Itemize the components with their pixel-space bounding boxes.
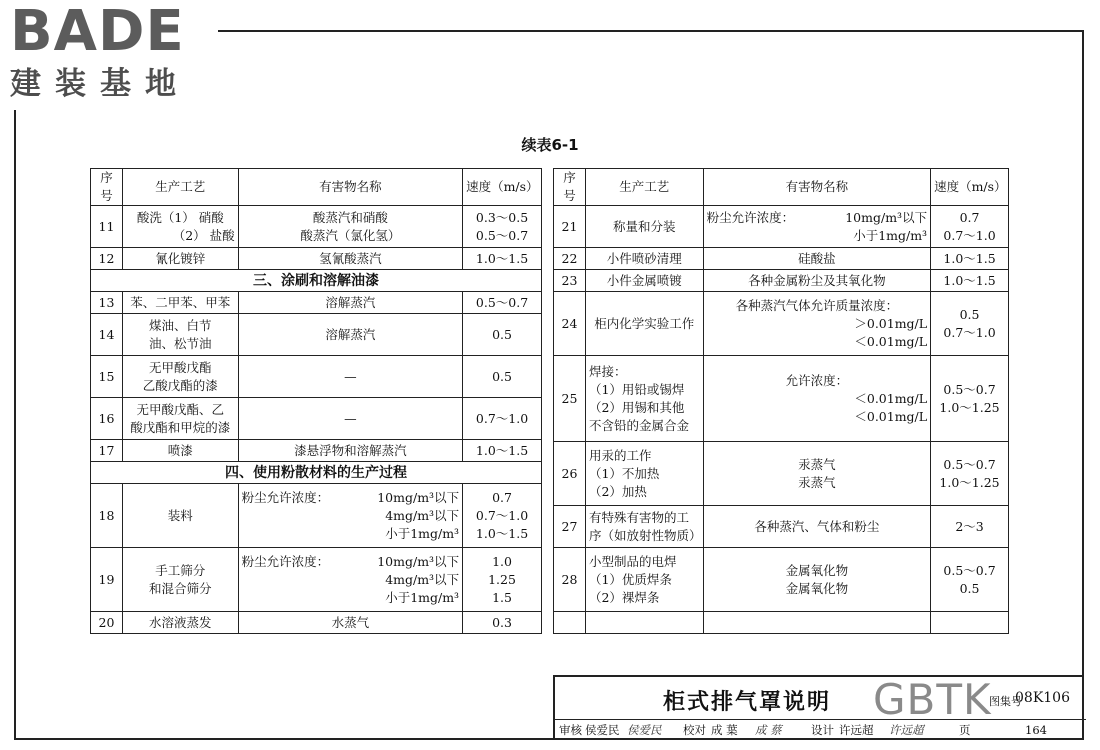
row-no: 21 bbox=[554, 206, 586, 248]
table-caption: 续表6-1 bbox=[521, 136, 579, 154]
checker-name: 成 葉 bbox=[711, 723, 738, 737]
row-substance: 硅酸盐 bbox=[703, 248, 930, 270]
section-row bbox=[91, 462, 542, 484]
row-process: 装料 bbox=[122, 484, 238, 548]
logo-en-text: BADE bbox=[10, 0, 185, 64]
title-row bbox=[555, 675, 1086, 724]
page-label: 页 bbox=[959, 723, 971, 737]
row-speed: 1.0～1.5 bbox=[463, 248, 542, 270]
row-process: 小件金属喷镀 bbox=[585, 270, 703, 292]
row-speed: 0.7～1.0 bbox=[463, 398, 542, 440]
title-block bbox=[553, 675, 1084, 740]
table-row bbox=[91, 398, 542, 440]
section-heading-3: 三、涂刷和溶解油漆 bbox=[91, 270, 542, 292]
row-process: 小型制品的电焊 （1）优质焊条 （2）裸焊条 bbox=[585, 548, 703, 612]
row-process: 无甲酸戊酯 乙酸戊酯的漆 bbox=[122, 356, 238, 398]
row-substance: 酸蒸汽和硝酸 酸蒸汽（氯化氢） bbox=[238, 206, 462, 248]
table-row bbox=[554, 270, 1009, 292]
row-process: 氰化镀锌 bbox=[122, 248, 238, 270]
row-speed: 1.0～1.5 bbox=[931, 270, 1009, 292]
row-speed: 1.0～1.5 bbox=[463, 440, 542, 462]
table-row bbox=[554, 356, 1009, 442]
section-heading-4: 四、使用粉散材料的生产过程 bbox=[91, 462, 542, 484]
drawing-title: 柜式排气罩说明 bbox=[663, 690, 832, 715]
reviewer-name: 侯爱民 bbox=[585, 723, 620, 737]
atlas-number-label: 图集号 bbox=[989, 695, 1022, 708]
row-substance: 漆悬浮物和溶解蒸汽 bbox=[238, 440, 462, 462]
row-speed: 0.5 0.7～1.0 bbox=[931, 292, 1009, 356]
table-row bbox=[91, 314, 542, 356]
row-substance: 各种蒸汽、气体和粉尘 bbox=[703, 506, 930, 548]
row-substance: 水蒸气 bbox=[238, 612, 462, 634]
row-process bbox=[585, 612, 703, 634]
header-speed: 速度（m/s） bbox=[931, 169, 1009, 206]
row-no: 15 bbox=[91, 356, 123, 398]
designer-name: 许远超 bbox=[839, 723, 874, 737]
row-speed: 0.5 bbox=[463, 314, 542, 356]
table-row bbox=[554, 442, 1009, 506]
row-substance: 溶解蒸汽 bbox=[238, 292, 462, 314]
row-no: 11 bbox=[91, 206, 123, 248]
row-substance: 粉尘允许浓度： 10mg/m³以下 4mg/m³以下 小于1mg/m³ bbox=[238, 548, 462, 612]
logo-cn-text: 建装基地 bbox=[10, 66, 190, 102]
row-speed: 0.3 bbox=[463, 612, 542, 634]
row-substance: 金属氧化物 金属氧化物 bbox=[703, 548, 930, 612]
row-speed bbox=[931, 612, 1009, 634]
designer-signature: 许远超 bbox=[889, 723, 924, 737]
header-no: 序号 bbox=[554, 169, 586, 206]
row-substance: 允许浓度： ＜0.01mg/L ＜0.01mg/L bbox=[703, 356, 930, 442]
row-substance: — bbox=[238, 398, 462, 440]
left-table bbox=[90, 168, 542, 634]
row-no: 23 bbox=[554, 270, 586, 292]
row-no: 27 bbox=[554, 506, 586, 548]
row-process: 手工筛分 和混合筛分 bbox=[122, 548, 238, 612]
row-process: 酸洗（1） 硝酸 （2） 盐酸 bbox=[122, 206, 238, 248]
row-process: 无甲酸戊酯、乙 酸戊酯和甲烷的漆 bbox=[122, 398, 238, 440]
row-process: 煤油、白节 油、松节油 bbox=[122, 314, 238, 356]
row-speed: 2～3 bbox=[931, 506, 1009, 548]
table-row bbox=[554, 612, 1009, 634]
row-speed: 0.5～0.7 1.0～1.25 bbox=[931, 442, 1009, 506]
table-row bbox=[91, 548, 542, 612]
row-speed: 0.5～0.7 0.5 bbox=[931, 548, 1009, 612]
table-row bbox=[91, 484, 542, 548]
table-row bbox=[91, 206, 542, 248]
row-substance: 溶解蒸汽 bbox=[238, 314, 462, 356]
gbtk-watermark: GBTK bbox=[873, 675, 992, 724]
row-no: 16 bbox=[91, 398, 123, 440]
table-row bbox=[91, 248, 542, 270]
table-row bbox=[554, 548, 1009, 612]
header-substance: 有害物名称 bbox=[703, 169, 930, 206]
row-substance: 各种蒸汽气体允许质量浓度： ＞0.01mg/L ＜0.01mg/L bbox=[703, 292, 930, 356]
row-no: 14 bbox=[91, 314, 123, 356]
table-row bbox=[91, 292, 542, 314]
table-row bbox=[91, 612, 542, 634]
row-speed: 1.0 1.25 1.5 bbox=[463, 548, 542, 612]
row-speed: 0.7 0.7～1.0 bbox=[931, 206, 1009, 248]
row-process: 柜内化学实验工作 bbox=[585, 292, 703, 356]
header-no: 序号 bbox=[91, 169, 123, 206]
table-row bbox=[554, 248, 1009, 270]
row-process: 有特殊有害物的工 序（如放射性物质） bbox=[585, 506, 703, 548]
header-process: 生产工艺 bbox=[122, 169, 238, 206]
header-speed: 速度（m/s） bbox=[463, 169, 542, 206]
row-process: 称量和分装 bbox=[585, 206, 703, 248]
row-no: 17 bbox=[91, 440, 123, 462]
row-no: 19 bbox=[91, 548, 123, 612]
signature-row bbox=[555, 720, 1086, 740]
header-process: 生产工艺 bbox=[585, 169, 703, 206]
header-row bbox=[91, 169, 542, 206]
row-speed: 0.7 0.7～1.0 1.0～1.5 bbox=[463, 484, 542, 548]
row-substance bbox=[703, 612, 930, 634]
row-substance: 各种金属粉尘及其氧化物 bbox=[703, 270, 930, 292]
row-process: 小件喷砂清理 bbox=[585, 248, 703, 270]
bade-logo bbox=[10, 0, 190, 102]
row-substance: — bbox=[238, 356, 462, 398]
row-substance: 粉尘允许浓度： 10mg/m³以下 小于1mg/m³ bbox=[703, 206, 930, 248]
row-speed: 0.5～0.7 1.0～1.25 bbox=[931, 356, 1009, 442]
section-row bbox=[91, 270, 542, 292]
row-no: 22 bbox=[554, 248, 586, 270]
row-no: 28 bbox=[554, 548, 586, 612]
row-no: 24 bbox=[554, 292, 586, 356]
header-row bbox=[554, 169, 1009, 206]
design-label: 设计 bbox=[811, 723, 834, 737]
page-number: 164 bbox=[1025, 723, 1047, 737]
row-substance: 氢氰酸蒸汽 bbox=[238, 248, 462, 270]
row-speed: 0.5～0.7 bbox=[463, 292, 542, 314]
row-process: 焊接： （1）用铅或锡焊 （2）用锡和其他 不含铅的金属合金 bbox=[585, 356, 703, 442]
review-label: 审核 bbox=[559, 723, 582, 737]
row-process: 苯、二甲苯、甲苯 bbox=[122, 292, 238, 314]
table-row bbox=[91, 440, 542, 462]
reviewer-signature: 侯爱民 bbox=[627, 723, 662, 737]
right-table bbox=[553, 168, 1009, 634]
table-row bbox=[91, 356, 542, 398]
checker-signature: 成 蔡 bbox=[755, 723, 782, 737]
row-process: 水溶液蒸发 bbox=[122, 612, 238, 634]
row-no bbox=[554, 612, 586, 634]
row-no: 13 bbox=[91, 292, 123, 314]
table-row bbox=[554, 206, 1009, 248]
row-no: 18 bbox=[91, 484, 123, 548]
check-label: 校对 bbox=[683, 723, 706, 737]
table-row bbox=[554, 292, 1009, 356]
row-no: 12 bbox=[91, 248, 123, 270]
row-no: 25 bbox=[554, 356, 586, 442]
row-no: 20 bbox=[91, 612, 123, 634]
row-process: 用汞的工作 （1）不加热 （2）加热 bbox=[585, 442, 703, 506]
row-speed: 0.5 bbox=[463, 356, 542, 398]
row-speed: 1.0～1.5 bbox=[931, 248, 1009, 270]
atlas-number: 08K106 bbox=[1015, 690, 1070, 706]
row-speed: 0.3～0.5 0.5～0.7 bbox=[463, 206, 542, 248]
table-row bbox=[554, 506, 1009, 548]
row-substance: 汞蒸气 汞蒸气 bbox=[703, 442, 930, 506]
row-process: 喷漆 bbox=[122, 440, 238, 462]
row-no: 26 bbox=[554, 442, 586, 506]
row-substance: 粉尘允许浓度： 10mg/m³以下 4mg/m³以下 小于1mg/m³ bbox=[238, 484, 462, 548]
header-substance: 有害物名称 bbox=[238, 169, 462, 206]
